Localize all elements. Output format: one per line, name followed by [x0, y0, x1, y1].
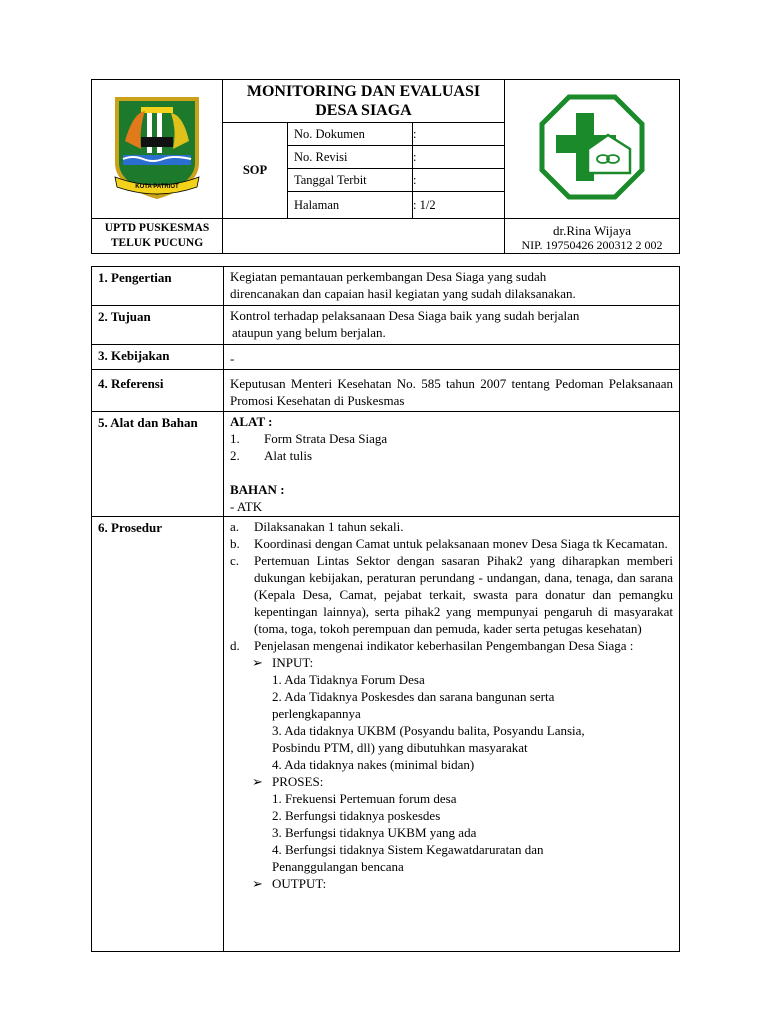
proses-line-5: Penanggulangan bencana [272, 859, 404, 874]
logo-left-text: KOTA PATRIOT [135, 183, 179, 190]
label-referensi: 4. Referensi [92, 370, 224, 412]
sop-label: SOP [223, 123, 288, 219]
text-prosedur [224, 517, 680, 952]
proses-line-3: 3. Berfungsi tidaknya UKBM yang ada [272, 825, 477, 840]
alat-item-2 [230, 447, 673, 464]
alat-heading: ALAT : [230, 414, 273, 429]
bahan-heading: BAHAN : [230, 482, 285, 497]
signer-nip: NIP. 19750426 200312 2 002 [521, 238, 663, 252]
label-pengertian: 1. Pengertian [92, 267, 224, 306]
sop-header-table [91, 79, 680, 254]
output-heading: OUTPUT: [272, 876, 327, 891]
prosedur-d-letter: d. [230, 638, 240, 653]
proses-heading: PROSES: [272, 774, 324, 789]
prosedur-b-letter: b. [230, 536, 240, 551]
arrow-bullet-icon: ➢ [252, 655, 263, 670]
puskesmas-logo [536, 91, 648, 203]
input-line-1: 1. Ada Tidaknya Forum Desa [272, 672, 425, 687]
input-line-3: perlengkapannya [272, 706, 361, 721]
meta-label-halaman: Halaman [288, 192, 413, 219]
arrow-bullet-icon: ➢ [252, 774, 263, 789]
text-kebijakan: - [224, 345, 680, 370]
tujuan-line-2: ataupun yang belum berjalan. [232, 325, 386, 340]
org-line-2: TELUK PUCUNG [110, 237, 204, 249]
meta-label-no-dokumen: No. Dokumen [288, 123, 413, 146]
regional-emblem-logo [111, 93, 203, 201]
prosedur-item-c [230, 552, 673, 637]
meta-label-tanggal-terbit: Tanggal Terbit [288, 169, 413, 192]
prosedur-item-b [230, 535, 673, 552]
alat-item-2-number: 2. [230, 448, 240, 463]
input-line-5: Posbindu PTM, dll) yang dibutuhkan masyarakat [272, 740, 528, 755]
input-line-6: 4. Ada tidaknya nakes (minimal bidan) [272, 757, 475, 772]
arrow-bullet-icon: ➢ [252, 876, 263, 891]
text-referensi: Keputusan Menteri Kesehatan No. 585 tahun 2007 tentang Pedoman Pelaksanaan Promosi Kesehatan di Puskesmas [224, 370, 680, 412]
alat-item-1 [230, 430, 673, 447]
label-alat-bahan: 5. Alat dan Bahan [92, 412, 224, 517]
organization-name [92, 219, 223, 254]
text-alat-bahan [224, 412, 680, 517]
title-line-2: DESA SIAGA [315, 102, 412, 119]
input-heading: INPUT: [272, 655, 314, 670]
meta-label-no-revisi: No. Revisi [288, 146, 413, 169]
proses-line-1: 1. Frekuensi Pertemuan forum desa [272, 791, 457, 806]
prosedur-a-text: Dilaksanakan 1 tahun sekali. [254, 519, 404, 534]
pengertian-line-2: direncanakan dan capaian hasil kegiatan yang sudah dilaksanakan. [230, 286, 576, 301]
meta-value-tanggal-terbit: : [413, 169, 505, 192]
meta-value-no-dokumen: : [413, 123, 505, 146]
alat-item-1-number: 1. [230, 431, 240, 446]
logo-right-cell [505, 80, 680, 219]
alat-item-2-text: Alat tulis [264, 448, 313, 463]
logo-left-cell [92, 80, 223, 219]
prosedur-d-text: Penjelasan mengenai indikator keberhasilan Pengembangan Desa Siaga : [254, 638, 634, 653]
sop-content-table [91, 266, 680, 952]
text-pengertian [224, 267, 680, 306]
proses-heading-row [230, 773, 673, 790]
signer-name: dr.Rina Wijaya [553, 223, 631, 238]
document-title [223, 80, 505, 123]
alat-item-1-text: Form Strata Desa Siaga [264, 431, 388, 446]
prosedur-item-d [230, 637, 673, 654]
input-heading-row [230, 654, 673, 671]
output-heading-row [230, 875, 673, 892]
prosedur-item-a [230, 518, 673, 535]
pengertian-line-1: Kegiatan pemantauan perkembangan Desa Siaga yang sudah [230, 269, 547, 284]
bahan-item: - ATK [230, 499, 263, 514]
org-line-1: UPTD PUSKESMAS [104, 222, 210, 234]
proses-line-2: 2. Berfungsi tidaknya poskesdes [272, 808, 441, 823]
meta-value-halaman: : 1/2 [413, 192, 505, 219]
text-tujuan [224, 306, 680, 345]
label-prosedur: 6. Prosedur [92, 517, 224, 952]
input-line-2: 2. Ada Tidaknya Poskesdes dan sarana bangunan serta [272, 689, 555, 704]
title-line-1: MONITORING DAN EVALUASI [246, 83, 481, 100]
prosedur-c-text: Pertemuan Lintas Sektor dengan sasaran Pihak2 yang diharapkan memberi dukungan kebijakan, peraturan perundang - undangan, dana, tenaga, dan sarana (Kepala Desa, Camat, pejabat terkait, swasta para donatur dan pemangku kepentingan lainnya), serta pihak2 yang mempunyai pengaruh di masyarakat (toma, toga, tokoh perempuan dan pemuda, kader serta petugas kesehatan) [254, 553, 673, 636]
prosedur-b-text: Koordinasi dengan Camat untuk pelaksanaan monev Desa Siaga tk Kecamatan. [254, 536, 668, 551]
signature-block [505, 219, 680, 254]
proses-line-4: 4. Berfungsi tidaknya Sistem Kegawatdaruratan dan [272, 842, 544, 857]
label-tujuan: 2. Tujuan [92, 306, 224, 345]
meta-value-no-revisi: : [413, 146, 505, 169]
label-kebijakan: 3. Kebijakan [92, 345, 224, 370]
prosedur-a-letter: a. [230, 519, 240, 534]
blank-cell [223, 219, 505, 254]
prosedur-c-letter: c. [230, 553, 240, 568]
input-line-4: 3. Ada tidaknya UKBM (Posyandu balita, Posyandu Lansia, [272, 723, 585, 738]
tujuan-line-1: Kontrol terhadap pelaksanaan Desa Siaga baik yang sudah berjalan [230, 308, 580, 323]
